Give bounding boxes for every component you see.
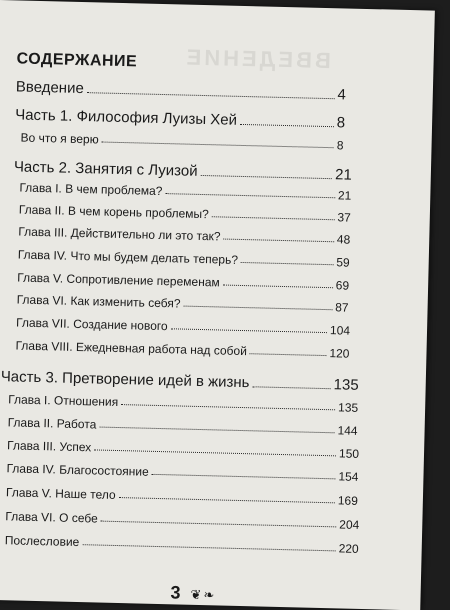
toc-entry-title: Глава III. Успех bbox=[6, 438, 92, 455]
toc-entry-page: 37 bbox=[337, 210, 351, 225]
dot-leader bbox=[250, 353, 327, 356]
dot-leader bbox=[212, 216, 335, 220]
toc-entry-chapter bbox=[8, 392, 358, 415]
toc-entry-introduction bbox=[16, 78, 346, 103]
toc-heading: СОДЕРЖАНИЕ bbox=[16, 50, 138, 71]
toc-entry-part-3 bbox=[1, 368, 359, 394]
dot-leader bbox=[223, 239, 333, 243]
toc-entry-chapter bbox=[19, 203, 351, 225]
toc-entry-chapter bbox=[5, 509, 359, 532]
dot-leader bbox=[99, 427, 334, 434]
toc-entry-title: Глава II. В чем корень проблемы? bbox=[18, 202, 209, 222]
page-number: 3 bbox=[170, 582, 181, 603]
dot-leader bbox=[223, 285, 333, 289]
toc-entry-title: Глава II. Работа bbox=[7, 415, 97, 432]
bleed-through-text: ВВЕДЕНИЕ bbox=[183, 44, 332, 74]
toc-entry-page: 48 bbox=[336, 232, 351, 247]
toc-entry-page: 120 bbox=[329, 346, 350, 361]
toc-entry-title: Глава V. Сопротивление переменам bbox=[17, 270, 220, 290]
toc-entry-page: 21 bbox=[337, 188, 352, 203]
dot-leader bbox=[152, 474, 336, 479]
dot-leader bbox=[87, 92, 335, 99]
toc-entry-page: 69 bbox=[335, 278, 350, 293]
toc-entry-title: Глава I. Отношения bbox=[8, 392, 119, 410]
toc-entry-title: Послесловие bbox=[4, 533, 80, 550]
toc-entry-chapter bbox=[17, 271, 349, 293]
dot-leader bbox=[165, 193, 335, 198]
toc-entry-chapter bbox=[6, 461, 358, 484]
toc-entry-title: Во что я верю bbox=[20, 130, 99, 147]
dot-leader bbox=[183, 306, 332, 311]
toc-entry-title: Глава VI. Как изменить себя? bbox=[16, 292, 181, 311]
dot-leader bbox=[252, 386, 330, 389]
dot-leader bbox=[101, 521, 337, 528]
dot-leader bbox=[171, 328, 327, 333]
toc-entry-page: 8 bbox=[336, 114, 346, 132]
dot-leader bbox=[119, 497, 335, 503]
dot-leader bbox=[200, 175, 332, 179]
toc-entry-title: Часть 3. Претворение идей в жизнь bbox=[0, 368, 250, 392]
toc-entry-title: Глава VII. Создание нового bbox=[15, 315, 168, 334]
toc-entry-page: 150 bbox=[338, 446, 360, 461]
toc-entry-title: Глава I. В чем проблема? bbox=[19, 180, 163, 199]
toc-entry-title: Глава VI. О себе bbox=[5, 509, 98, 526]
toc-entry-chapter bbox=[8, 415, 358, 438]
toc-entry-title: Глава VIII. Ежедневная работа над собой bbox=[15, 338, 248, 359]
toc-entry-part-2 bbox=[14, 158, 352, 183]
toc-entry-chapter bbox=[7, 438, 359, 461]
toc-entry-title: Глава IV. Благосостояние bbox=[6, 461, 149, 479]
toc-entry-page: 4 bbox=[337, 86, 346, 104]
toc-entry-page: 8 bbox=[336, 138, 344, 153]
toc-entry-title: Часть 2. Занятия с Луизой bbox=[13, 158, 198, 180]
toc-entry-page: 104 bbox=[329, 323, 351, 338]
toc-entry-afterword bbox=[5, 533, 359, 556]
dot-leader bbox=[121, 404, 335, 410]
toc-entry-chapter bbox=[18, 248, 350, 270]
toc-entry-page: 154 bbox=[338, 469, 359, 484]
toc-entry-page: 135 bbox=[333, 376, 359, 394]
toc-entry-page: 144 bbox=[337, 423, 358, 438]
toc-entry-part-1 bbox=[15, 106, 345, 131]
toc-entry-page: 59 bbox=[336, 255, 350, 270]
toc-entry-chapter bbox=[17, 292, 349, 314]
toc-entry-page: 135 bbox=[337, 400, 359, 415]
toc-entry-page: 87 bbox=[335, 300, 349, 315]
toc-entry-title: Глава IV. Что мы будем делать теперь? bbox=[17, 247, 239, 267]
toc-entry-page: 169 bbox=[337, 493, 359, 508]
toc-entry-beliefs bbox=[20, 131, 343, 153]
toc-entry-chapter bbox=[18, 225, 350, 247]
dot-leader bbox=[102, 142, 334, 149]
toc-entry-chapter bbox=[15, 338, 349, 360]
toc-entry-chapter bbox=[6, 485, 358, 508]
dot-leader bbox=[241, 262, 333, 265]
toc-entry-page: 21 bbox=[334, 166, 353, 184]
toc-entry-title: Глава III. Действительно ли это так? bbox=[18, 224, 221, 244]
dot-leader bbox=[82, 544, 335, 551]
toc-entry-title: Часть 1. Философия Луизы Хей bbox=[14, 106, 238, 129]
toc-entry-title: Глава V. Наше тело bbox=[5, 485, 116, 502]
toc-entry-chapter bbox=[19, 181, 351, 203]
dot-leader bbox=[240, 124, 334, 127]
toc-entry-page: 204 bbox=[339, 517, 360, 532]
dot-leader bbox=[94, 449, 336, 456]
toc-entry-title: Введение bbox=[15, 78, 84, 98]
heart-ornament-icon: ❦❧ bbox=[190, 586, 217, 603]
toc-entry-page: 220 bbox=[338, 541, 359, 556]
toc-entry-chapter bbox=[16, 315, 350, 337]
